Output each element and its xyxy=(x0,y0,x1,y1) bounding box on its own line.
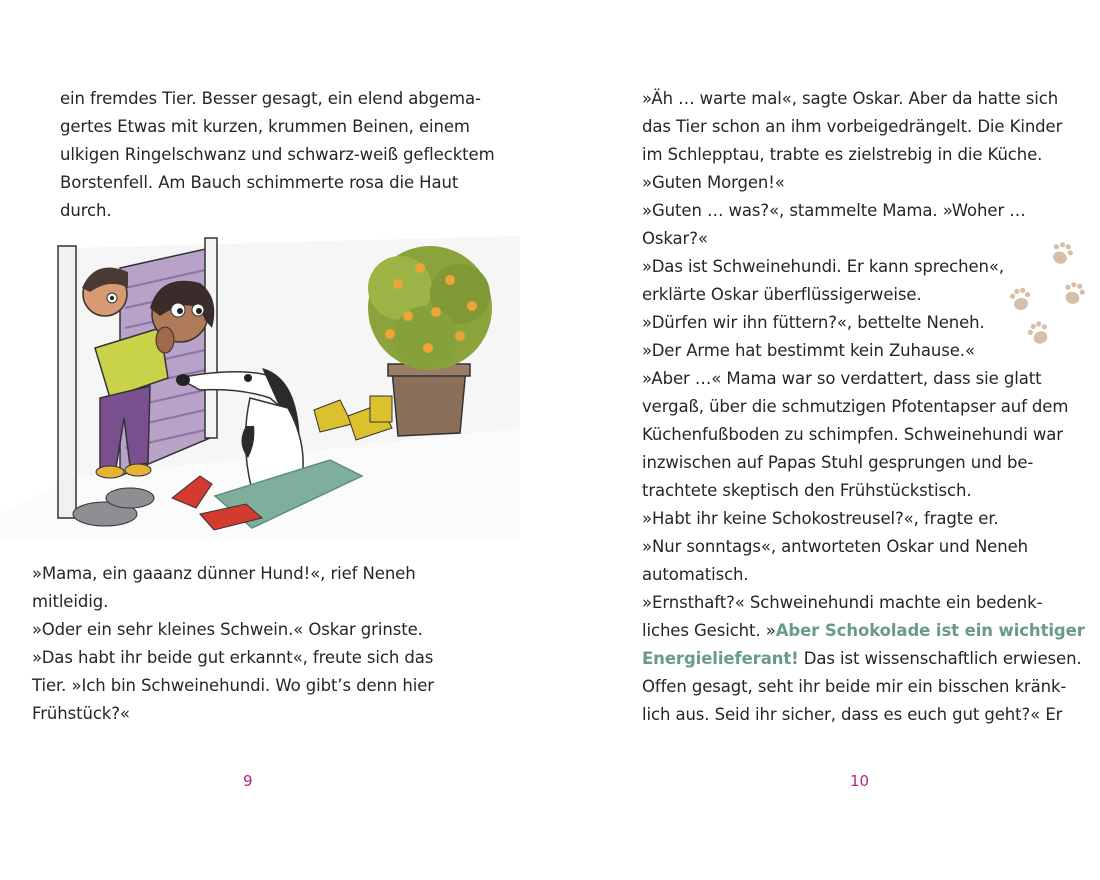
text-line: Tier. »Ich bin Schweinehundi. Wo gibt’s denn hier xyxy=(32,676,434,695)
text-line: »Habt ihr keine Schokostreusel?«, fragte er. xyxy=(642,509,999,528)
right-page xyxy=(550,0,1100,880)
text-line: im Schlepptau, trabte es zielstrebig in die Küche. xyxy=(642,145,1043,164)
paw-prints-icon xyxy=(1000,230,1100,350)
text-line: »Das ist Schweinehundi. Er kann sprechen«, xyxy=(642,257,1005,276)
illustration xyxy=(0,228,520,540)
left-top-text xyxy=(60,85,495,225)
text-line: inzwischen auf Papas Stuhl gesprungen und be- xyxy=(642,453,1034,472)
text-line: automatisch. xyxy=(642,565,749,584)
left-bottom-text xyxy=(32,560,434,728)
text-line: »Dürfen wir ihn füttern?«, bettelte Neneh. xyxy=(642,313,985,332)
page-number-right: 10 xyxy=(850,772,870,790)
text-line: vergaß, über die schmutzigen Pfotentapser auf dem xyxy=(642,397,1069,416)
text-line: »Der Arme hat bestimmt kein Zuhause.« xyxy=(642,341,975,360)
text-line: »Mama, ein gaaanz dünner Hund!«, rief Neneh xyxy=(32,564,416,583)
text-line: mitleidig. xyxy=(32,592,109,611)
page-number-left: 9 xyxy=(243,772,253,790)
text-line: Küchenfußboden zu schimpfen. Schweinehundi war xyxy=(642,425,1063,444)
text-line: Oskar?« xyxy=(642,229,708,248)
text-line: lich aus. Seid ihr sicher, dass es euch gut geht?« Er xyxy=(642,705,1063,724)
text-line: erklärte Oskar überflüssigerweise. xyxy=(642,285,922,304)
text-line: »Nur sonntags«, antworteten Oskar und Neneh xyxy=(642,537,1029,556)
text-line: gertes Etwas mit kurzen, krummen Beinen, einem xyxy=(60,117,470,136)
text-line: trachtete skeptisch den Frühstückstisch. xyxy=(642,481,972,500)
text-line xyxy=(642,645,1085,673)
text-line: »Guten Morgen!« xyxy=(642,173,785,192)
text-line: »Äh … warte mal«, sagte Oskar. Aber da hatte sich xyxy=(642,89,1059,108)
text-fragment: liches Gesicht. » xyxy=(642,621,776,640)
text-line: Frühstück?« xyxy=(32,704,130,723)
text-line: Borstenfell. Am Bauch schimmerte rosa die Haut xyxy=(60,173,459,192)
text-line xyxy=(642,617,1085,645)
text-line: das Tier schon an ihm vorbeigedrängelt. Die Kinder xyxy=(642,117,1063,136)
right-text xyxy=(642,85,1085,729)
highlight-text: Aber Schokolade ist ein wichtiger xyxy=(775,621,1085,640)
text-line: »Oder ein sehr kleines Schwein.« Oskar grinste. xyxy=(32,620,423,639)
text-fragment: Das ist wissenschaftlich erwiesen. xyxy=(798,649,1082,668)
text-line: »Ernsthaft?« Schweinehundi machte ein bedenk- xyxy=(642,593,1043,612)
text-line: ulkigen Ringelschwanz und schwarz-weiß geflecktem xyxy=(60,145,495,164)
text-line: »Aber …« Mama war so verdattert, dass sie glatt xyxy=(642,369,1042,388)
text-line: durch. xyxy=(60,201,112,220)
text-line: »Guten … was?«, stammelte Mama. »Woher … xyxy=(642,201,1026,220)
text-line: »Das habt ihr beide gut erkannt«, freute sich das xyxy=(32,648,434,667)
text-line: ein fremdes Tier. Besser gesagt, ein elend abgema- xyxy=(60,89,481,108)
highlight-text: Energielieferant! xyxy=(642,649,799,668)
text-line: Offen gesagt, seht ihr beide mir ein bisschen kränk- xyxy=(642,677,1067,696)
